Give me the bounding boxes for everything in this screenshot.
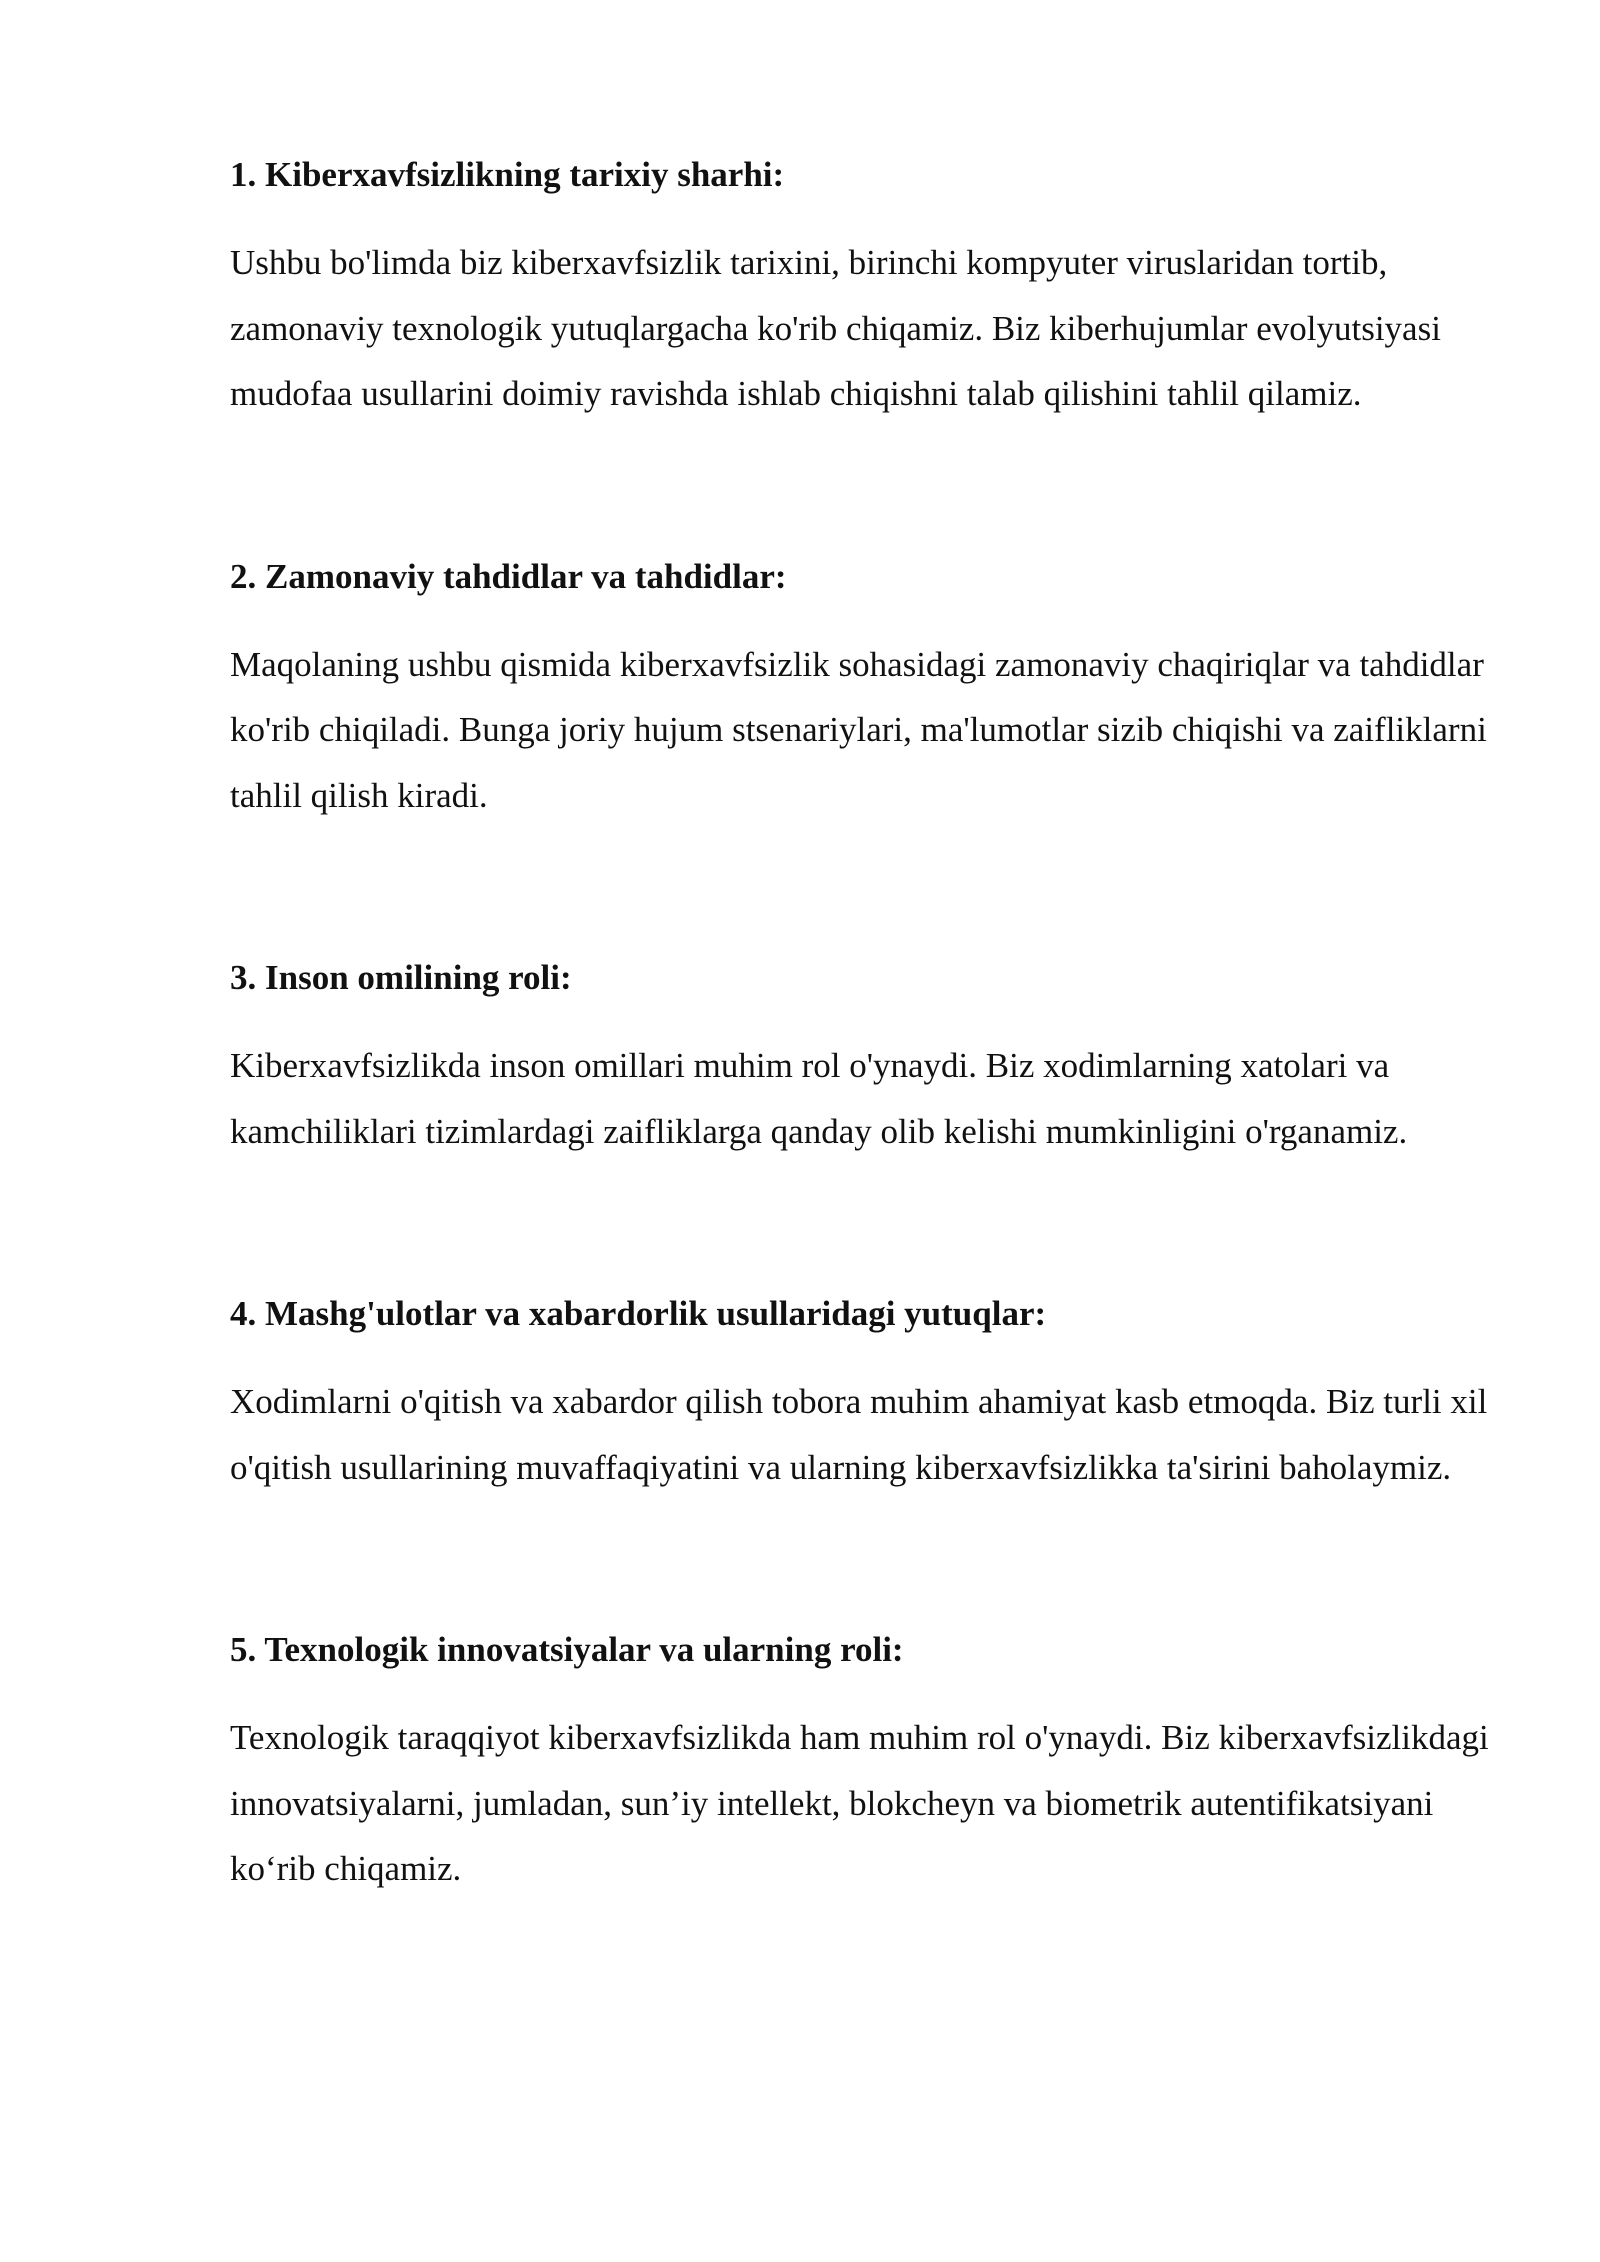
section-innovations [230,1625,1490,1902]
section-title: 4. Mashg'ulotlar va xabardorlik usullaridagi yutuqlar: [230,1294,1047,1333]
section-body: Ushbu bo'limda biz kiberxavfsizlik tarixini, birinchi kompyuter viruslaridan tortib, zamonaviy texnologik yutuqlargacha ko'rib chiqamiz. Biz kiberhujumlar evolyutsiyasi mudofaa usullarini doimiy ravishda ishlab chiqishni talab qilishini tahlil qilamiz. [230,243,1441,413]
section-modern-threats [230,552,1490,829]
section-title: 3. Inson omilining roli: [230,958,572,997]
document-page [230,150,1490,2027]
section-training [230,1289,1490,1500]
section-body: Maqolaning ushbu qismida kiberxavfsizlik sohasidagi zamonaviy chaqiriqlar va tahdidlar ko'rib chiqiladi. Bunga joriy hujum stsenariylari, ma'lumotlar sizib chiqishi va zaifliklarni tahlil qilish kiradi. [230,644,1487,815]
section-title: 5. Texnologik innovatsiyalar va ularning roli: [230,1630,904,1669]
section-body: Xodimlarni o'qitish va xabardor qilish tobora muhim ahamiyat kasb etmoqda. Biz turli xil o'qitish usullarining muvaffaqiyatini va ularning kiberxavfsizlikka ta'sirini baholaymiz. [230,1382,1488,1487]
section-history [230,150,1490,427]
section-human-factor [230,953,1490,1164]
section-body: Texnologik taraqqiyot kiberxavfsizlikda ham muhim rol o'ynaydi. Biz kiberxavfsizlikdagi innovatsiyalarni, jumladan, sun’iy intellekt, blokcheyn va biometrik autentifikatsiyani ko‘rib chiqamiz. [230,1718,1489,1888]
section-title: 2. Zamonaviy tahdidlar va tahdidlar: [230,556,787,596]
section-title: 1. Kiberxavfsizlikning tarixiy sharhi: [230,155,785,194]
section-body: Kiberxavfsizlikda inson omillari muhim rol o'ynaydi. Biz xodimlarning xatolari va kamchiliklari tizimlardagi zaifliklarga qanday olib kelishi mumkinligini o'rganamiz. [230,1046,1408,1151]
